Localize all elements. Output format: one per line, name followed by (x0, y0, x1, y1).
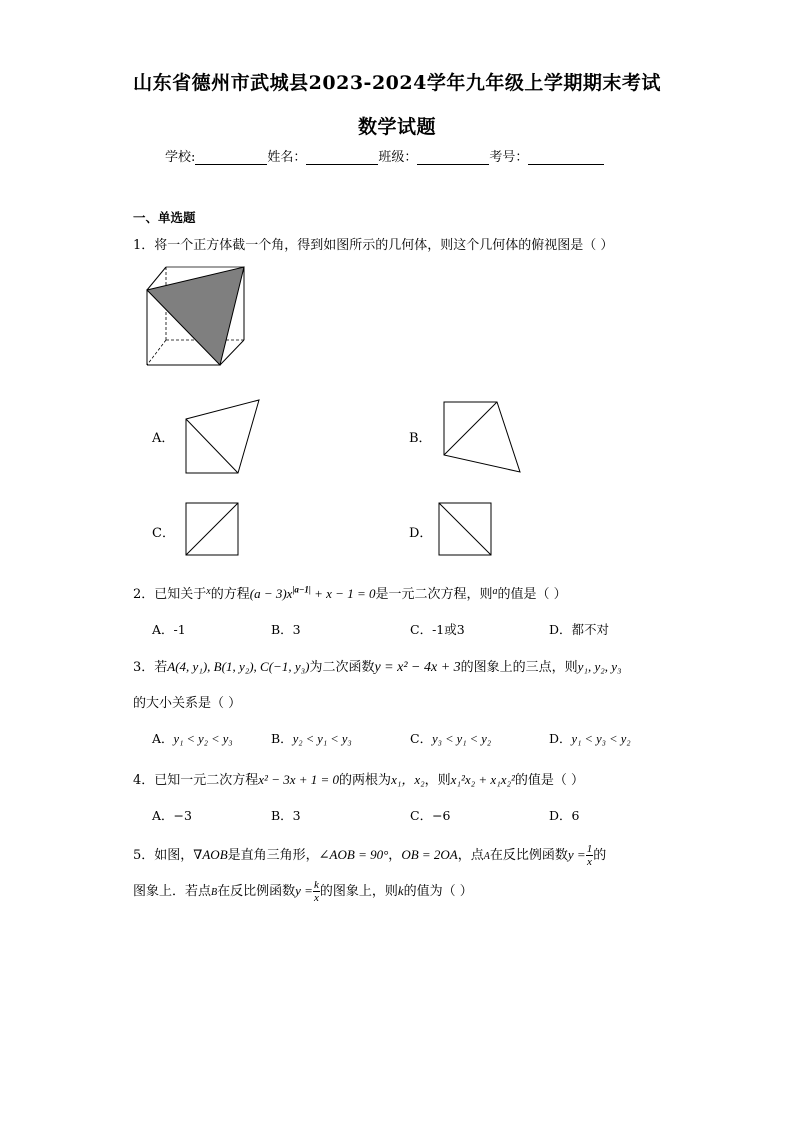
q2-stem: 2．已知关于$^x$的方程$(a - 3)x^{|a-1|} + x - 1 = 0$是一元二次方程，则$^a$的值是（ ） (133, 584, 567, 602)
q4-option-a[interactable]: A．−3 (152, 808, 192, 823)
q2-option-b[interactable]: B．3 (271, 622, 301, 637)
q3-option-c[interactable]: C．y₃ < y₁ < y₂ (410, 731, 492, 746)
q5-stem: 5．如图，∇AOB是直角三角形，∠AOB = 90°，OB = 2OA，点A在反比例函数y = $\frac{1}{x}$ 的 (133, 843, 607, 868)
name-field[interactable] (306, 150, 378, 165)
q1-stem: 1．将一个正方体截一个角，得到如图所示的几何体，则这个几何体的俯视图是（ ） (133, 238, 614, 253)
q2-option-a[interactable]: A．-1 (152, 622, 186, 637)
q1-option-d-label[interactable]: D． (409, 526, 433, 541)
cut-face (147, 267, 244, 365)
q1-option-a-figure[interactable] (182, 396, 266, 476)
title-line-2: 数学试题 (357, 116, 436, 138)
exam-number-field[interactable] (528, 150, 604, 165)
q1-option-a-label[interactable]: A． (152, 431, 175, 446)
q3-stem-line2: 的大小关系是（ ） (133, 696, 242, 711)
q4-stem: 4．已知一元二次方程x² − 3x + 1 = 0的两根为x₁，x₂，则x₁²x₂ + x₁x₂²的值是（ ） (133, 772, 585, 788)
q2-option-d[interactable]: D．都不对 (549, 622, 610, 637)
q3-option-a[interactable]: A．y₁ < y₂ < y₃ (152, 731, 233, 746)
q1-option-c-label[interactable]: C． (152, 526, 175, 541)
student-info-line (165, 146, 604, 165)
section-title: 一、单选题 (133, 210, 196, 225)
q4-option-b[interactable]: B．3 (271, 808, 301, 823)
q1-option-d-figure[interactable] (435, 500, 495, 558)
q1-option-b-figure[interactable] (440, 398, 526, 476)
q3-option-b[interactable]: B．y₂ < y₁ < y₃ (271, 731, 352, 746)
q4-option-d[interactable]: D．6 (549, 808, 580, 823)
q5-fraction-1: $\frac{1}{x}$ (586, 843, 593, 868)
q3-option-d[interactable]: D．y₁ < y₃ < y₂ (549, 731, 631, 746)
class-label: 班级： (378, 150, 418, 165)
q3-stem: 3．若A(4, y₁), B(1, y₂), C(−1, y₃)为二次函数y = x² − 4x + 3的图象上的三点，则y₁, y₂, y₃ (133, 659, 622, 675)
q1-option-c-figure[interactable] (182, 500, 242, 558)
q5-fraction-2: $\frac{k}{x}$ (313, 879, 319, 904)
school-field[interactable] (195, 150, 267, 165)
school-label: 学校: (165, 150, 196, 165)
q1-cube-figure (140, 262, 252, 370)
class-field[interactable] (417, 150, 489, 165)
q1-option-b-label[interactable]: B． (409, 431, 432, 446)
q2-option-c[interactable]: C．-1或3 (410, 622, 465, 637)
q4-option-c[interactable]: C．−6 (410, 808, 451, 823)
name-label: 姓名： (267, 150, 307, 165)
q5-stem-line2: 图象上．若点B在反比例函数y = $\frac{k}{x}$ 的图象上，则k的值为（ ） (133, 879, 473, 904)
title-line-1: 山东省德州市武城县2023-2024学年九年级上学期期末考试 (133, 72, 661, 94)
exam-number-label: 考号： (489, 150, 529, 165)
